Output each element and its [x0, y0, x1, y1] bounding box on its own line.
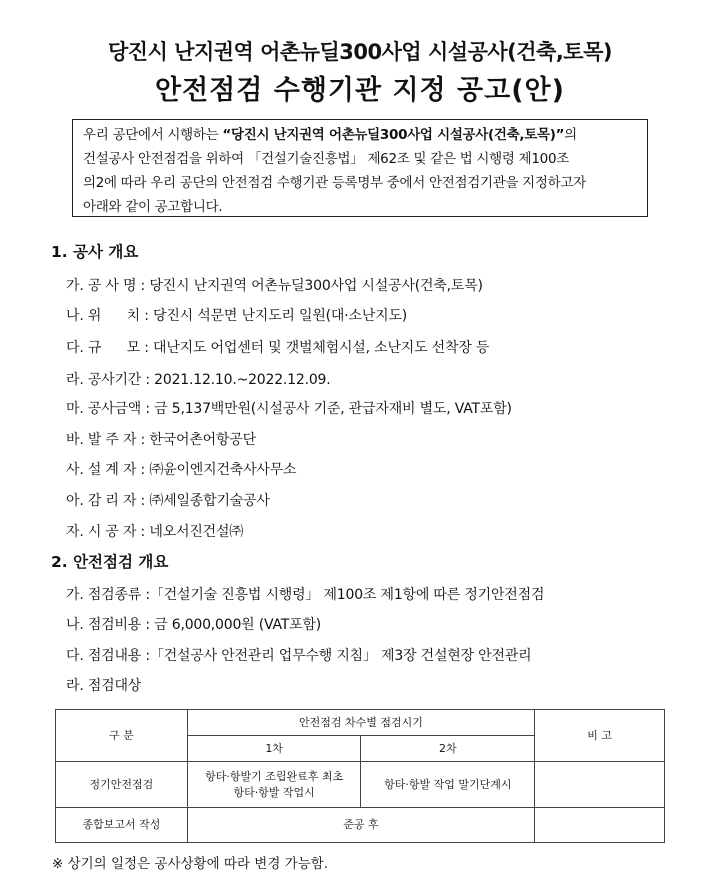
table-row [56, 808, 665, 843]
notice-box [72, 119, 648, 217]
row-regular-inspection-label: 정기안전점검 [56, 762, 188, 808]
title-line-1: 당진시 난지권역 어촌뉴딜300사업 시설공사(건축,토목) [108, 40, 612, 64]
inspection-target-row: 라. 점검대상 [66, 678, 142, 694]
inspection-content-row: 다. 점검내용 :「건설공사 안전관리 업무수행 지침」 제3장 건설현장 안전관리 [66, 648, 532, 664]
location-row: 나. 위 치 : 당진시 석문면 난지도리 일원(대·소난지도) [66, 308, 408, 324]
footnote: ※ 상기의 일정은 공사상황에 따라 변경 가능함. [52, 856, 329, 872]
row-regular-inspection-first: 항타·항발기 조립완료후 최초 항타·항발 작업시 [187, 762, 361, 808]
row-report-remark [535, 808, 665, 843]
amount-row: 마. 공사금액 : 금 5,137백만원(시설공사 기준, 관급자재비 별도, VAT포함) [66, 401, 512, 417]
header-second: 2차 [361, 736, 535, 762]
project-name-quoted: “당진시 난지권역 어촌뉴딜300사업 시설공사(건축,토목)” [222, 127, 565, 143]
row-report-label: 종합보고서 작성 [56, 808, 188, 843]
section-2-heading: 2. 안전점검 개요 [51, 553, 169, 571]
header-remark: 비 고 [535, 710, 665, 762]
table-row [56, 762, 665, 808]
contractor-row: 자. 시 공 자 : 네오서진건설㈜ [66, 524, 244, 540]
notice-line-1: 우리 공단에서 시행하는 “당진시 난지권역 어촌뉴딜300사업 시설공사(건축,토목)”의 [83, 127, 577, 143]
notice-line-4: 아래와 같이 공고합니다. [83, 199, 223, 215]
row-report-timing: 준공 후 [187, 808, 534, 843]
inspection-type-row: 가. 점검종류 :「건설기술 진흥법 시행령」 제100조 제1항에 따른 정기안전점검 [66, 587, 545, 603]
header-timing: 안전점검 차수별 점검시기 [187, 710, 534, 736]
scale-row: 다. 규 모 : 대난지도 어업센터 및 갯벌체험시설, 소난지도 선착장 등 [66, 340, 490, 356]
notice-line-2: 건설공사 안전점검을 위하여 「건설기술진흥법」 제62조 및 같은 법 시행령 제100조 [83, 151, 569, 167]
row-regular-inspection-second: 항타·항발 작업 말기단계시 [361, 762, 535, 808]
client-row: 바. 발 주 자 : 한국어촌어항공단 [66, 432, 256, 448]
header-category: 구 분 [56, 710, 188, 762]
notice-line-3: 의2에 따라 우리 공단의 안전점검 수행기관 등록명부 중에서 안전점검기관을 지정하고자 [83, 175, 586, 191]
inspection-schedule-table [55, 709, 665, 843]
project-name-row: 가. 공 사 명 : 당진시 난지권역 어촌뉴딜300사업 시설공사(건축,토목) [66, 278, 483, 294]
section-1-heading: 1. 공사 개요 [51, 243, 139, 261]
row-regular-inspection-remark [535, 762, 665, 808]
period-row: 라. 공사기간 : 2021.12.10.~2022.12.09. [66, 372, 331, 388]
title-line-2: 안전점검 수행기관 지정 공고(안) [155, 75, 565, 106]
supervisor-row: 아. 감 리 자 : ㈜세일종합기술공사 [66, 493, 270, 509]
header-first: 1차 [187, 736, 361, 762]
inspection-cost-row: 나. 점검비용 : 금 6,000,000원 (VAT포함) [66, 617, 322, 633]
designer-row: 사. 설 계 자 : ㈜윤이엔지건축사사무소 [66, 462, 297, 478]
